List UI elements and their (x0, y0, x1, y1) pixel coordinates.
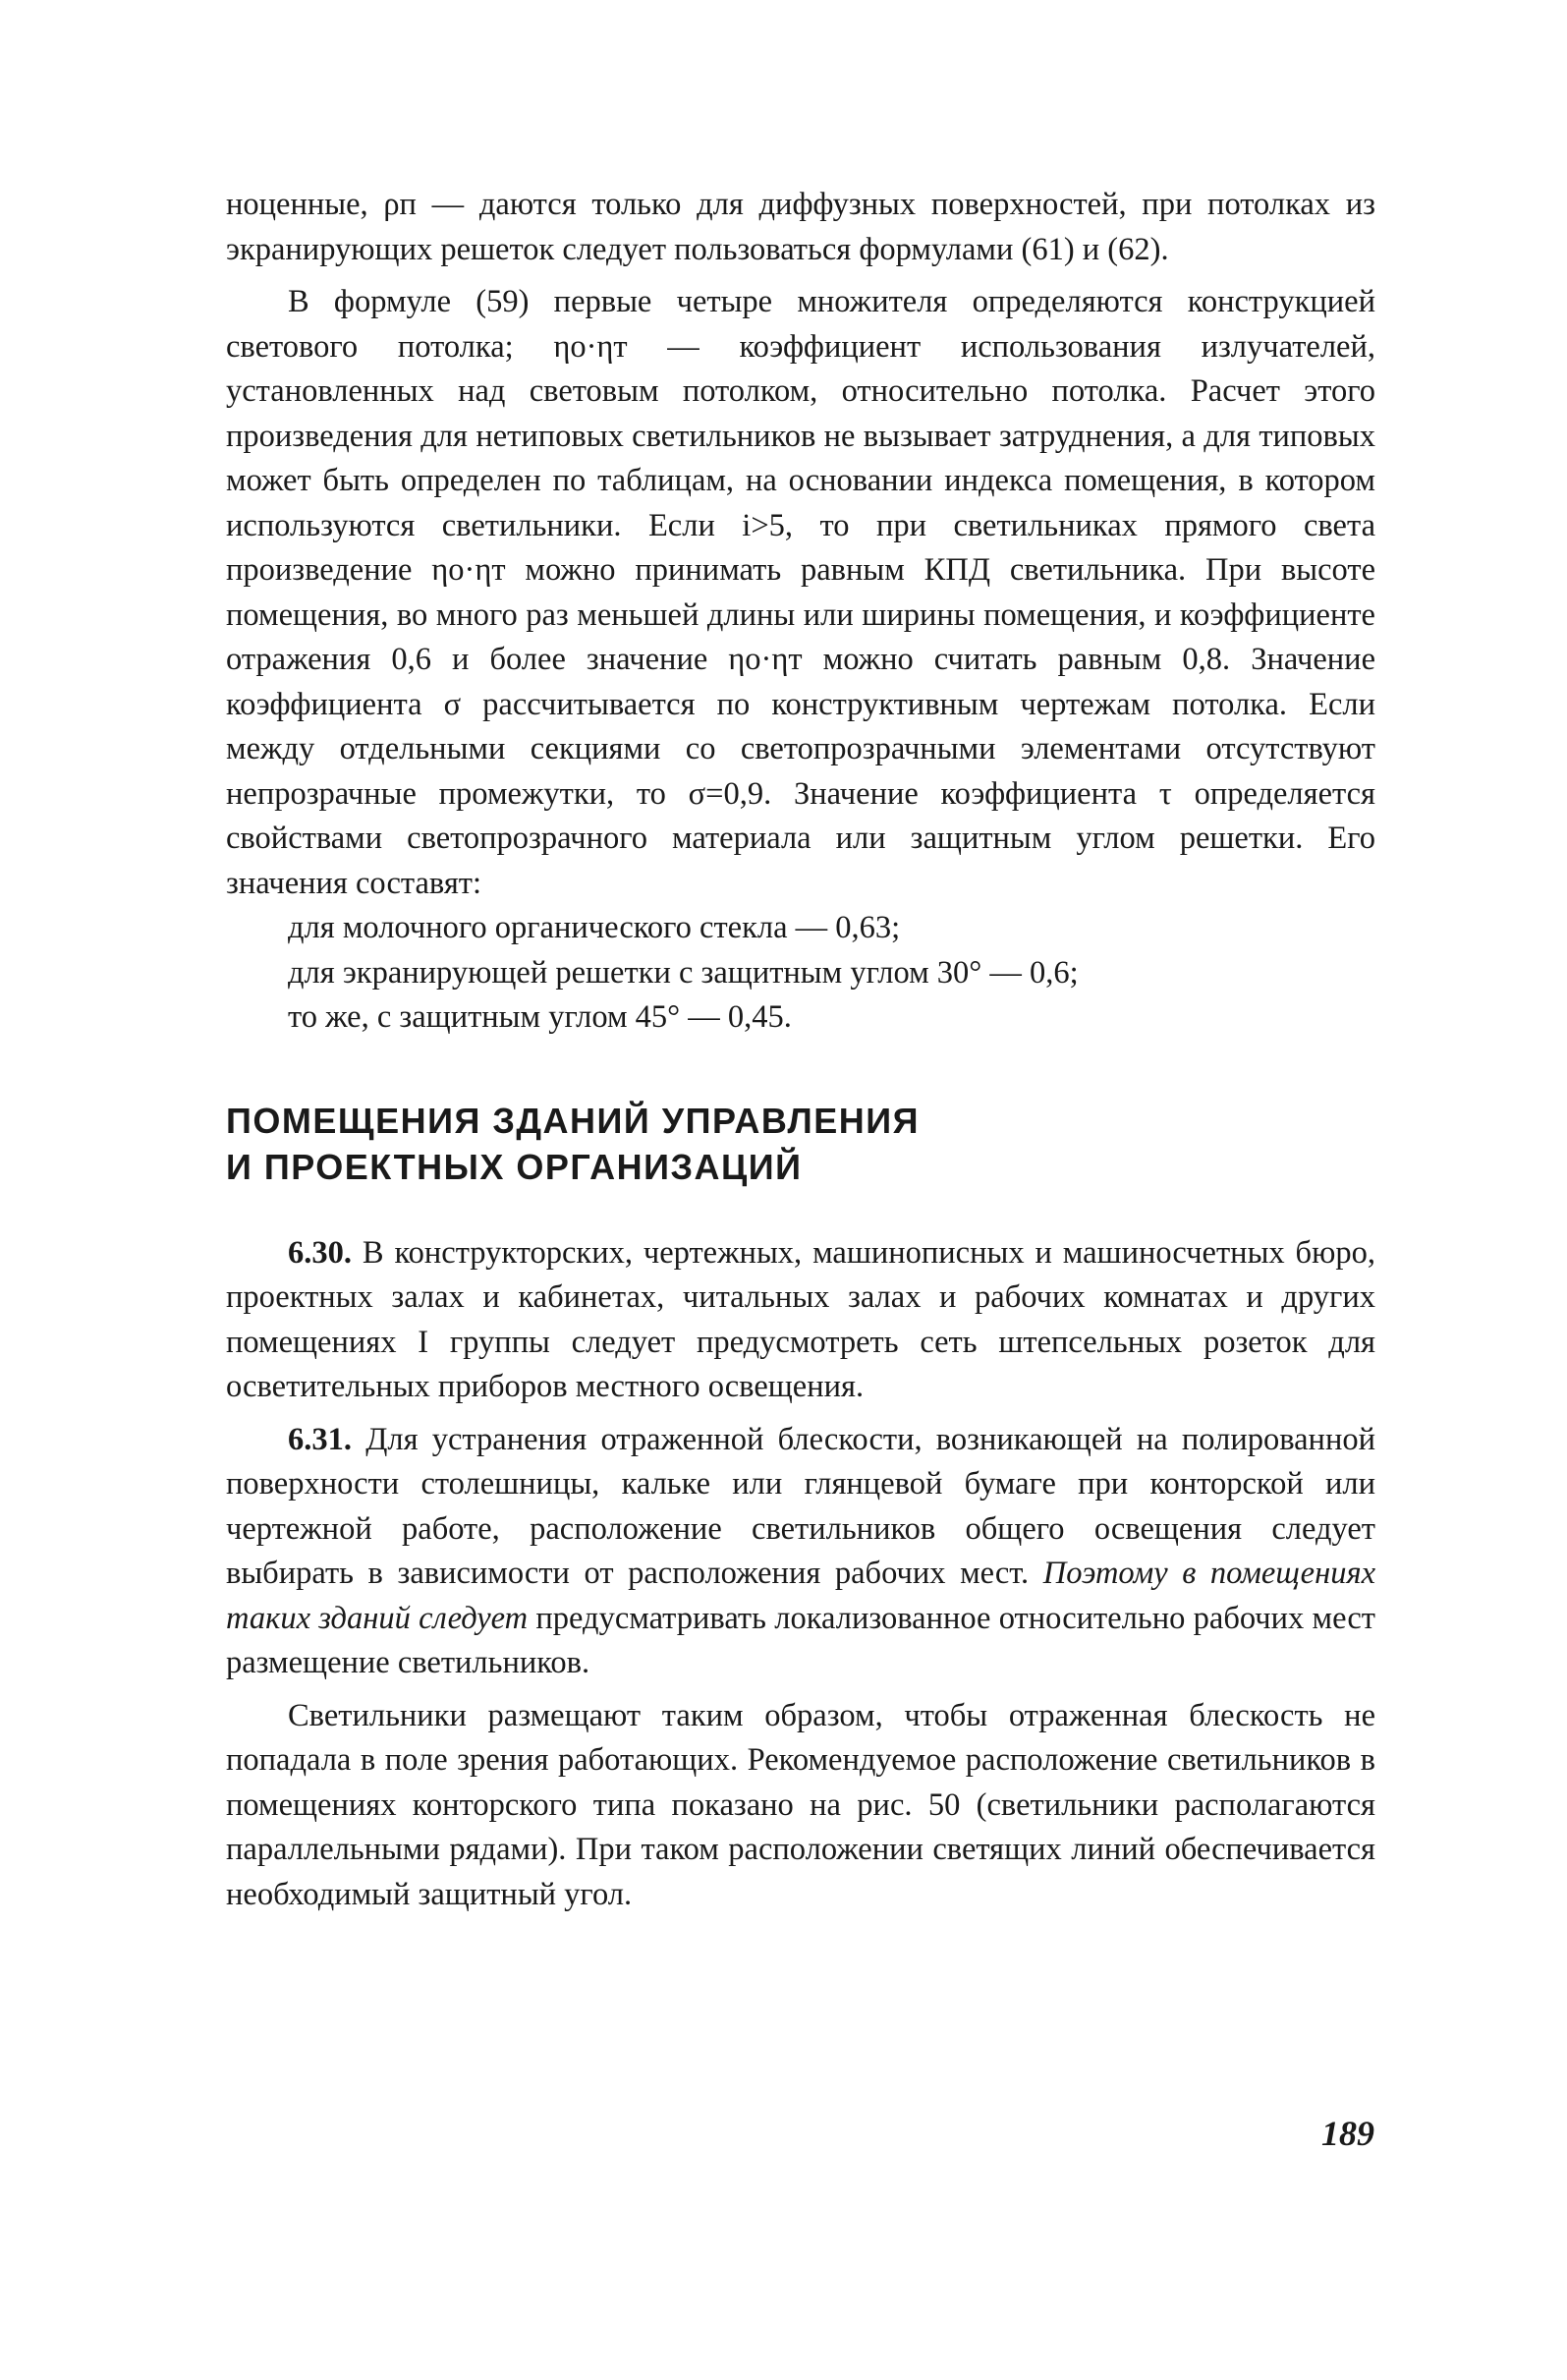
section-heading-line: И ПРОЕКТНЫХ ОРГАНИЗАЦИЙ (226, 1146, 803, 1187)
list-item: то же, с защитным углом 45° — 0,45. (288, 999, 792, 1035)
clause-number: 6.31. (288, 1421, 352, 1457)
clause-text: предусматривать локализованное относительно рабочих мест размещение светильников. (226, 1600, 1375, 1680)
paragraph-luminaire-placement: Светильники размещают таким образом, чтобы отраженная блескость не попадала в поле зрения работающих. Рекомендуемое расположение светильников в помещениях конторского типа показано на рис. 50 (светильники располагаются параллельными рядами). При таком расположении светящих линий обеспечивается необходимый защитный угол. (226, 1697, 1375, 1912)
page-body (226, 183, 1375, 1917)
coefficient-values-list (226, 906, 1375, 1041)
clause-6-30 (226, 1231, 1375, 1410)
section-heading (226, 1098, 1375, 1190)
paragraph-formula-59: В формуле (59) первые четыре множителя определяются конструкцией светового потолка; ηо·ηт — коэффициент использования излучателей, установленных над световым потолком, относительно потолка. Расчет этого произведения для нетиповых светильников не вызывает затруднения, а для типовых может быть определен по таблицам, на основании индекса помещения, в котором используются светильники. Если i>5, то при светильниках прямого света произведение ηо·ηт можно принимать равным КПД светильника. При высоте помещения, во много раз меньшей длины или ширины помещения, и коэффициенте отражения 0,6 и более значение ηо·ηт можно считать равным 0,8. Значение коэффициента σ рассчитывается по конструктивным чертежам потолка. Если между отдельными секциями со светопрозрачными элементами отсутствуют непрозрачные промежутки, то σ=0,9. Значение коэффициента τ определяется свойствами светопрозрачного материала или защитным углом решетки. Его значения составят: (226, 284, 1375, 901)
clause-number: 6.30. (288, 1234, 352, 1271)
page-number: 189 (1321, 2114, 1374, 2153)
list-item: для экранирующей решетки с защитным углом 30° — 0,6; (288, 954, 1079, 991)
clause-text-italic: Поэтому в помещениях таких зданий следует (226, 1556, 1375, 1636)
clause-text: Для устранения отраженной блескости, возникающей на полированной поверхности столешницы, кальке или глянцевой бумаге при конторской или чертежной работе, расположение светильников общего освещения следует выбирать в зависимости от расположения рабочих мест. (226, 1421, 1375, 1591)
clause-text: В конструкторских, чертежных, машинописных и машиносчетных бюро, проектных залах и кабинетах, читальных залах и рабочих комнатах и других помещениях I группы следует предусмотреть сеть штепсельных розеток для осветительных приборов местного освещения. (226, 1234, 1375, 1404)
paragraph-continuation: ноценные, ρп — даются только для диффузных поверхностей, при потолках из экранирующих решеток следует пользоваться формулами (61) и (62). (226, 187, 1375, 267)
clause-6-31 (226, 1418, 1375, 1686)
list-item: для молочного органического стекла — 0,63; (288, 910, 901, 945)
section-heading-line: ПОМЕЩЕНИЯ ЗДАНИЙ УПРАВЛЕНИЯ (226, 1100, 921, 1141)
